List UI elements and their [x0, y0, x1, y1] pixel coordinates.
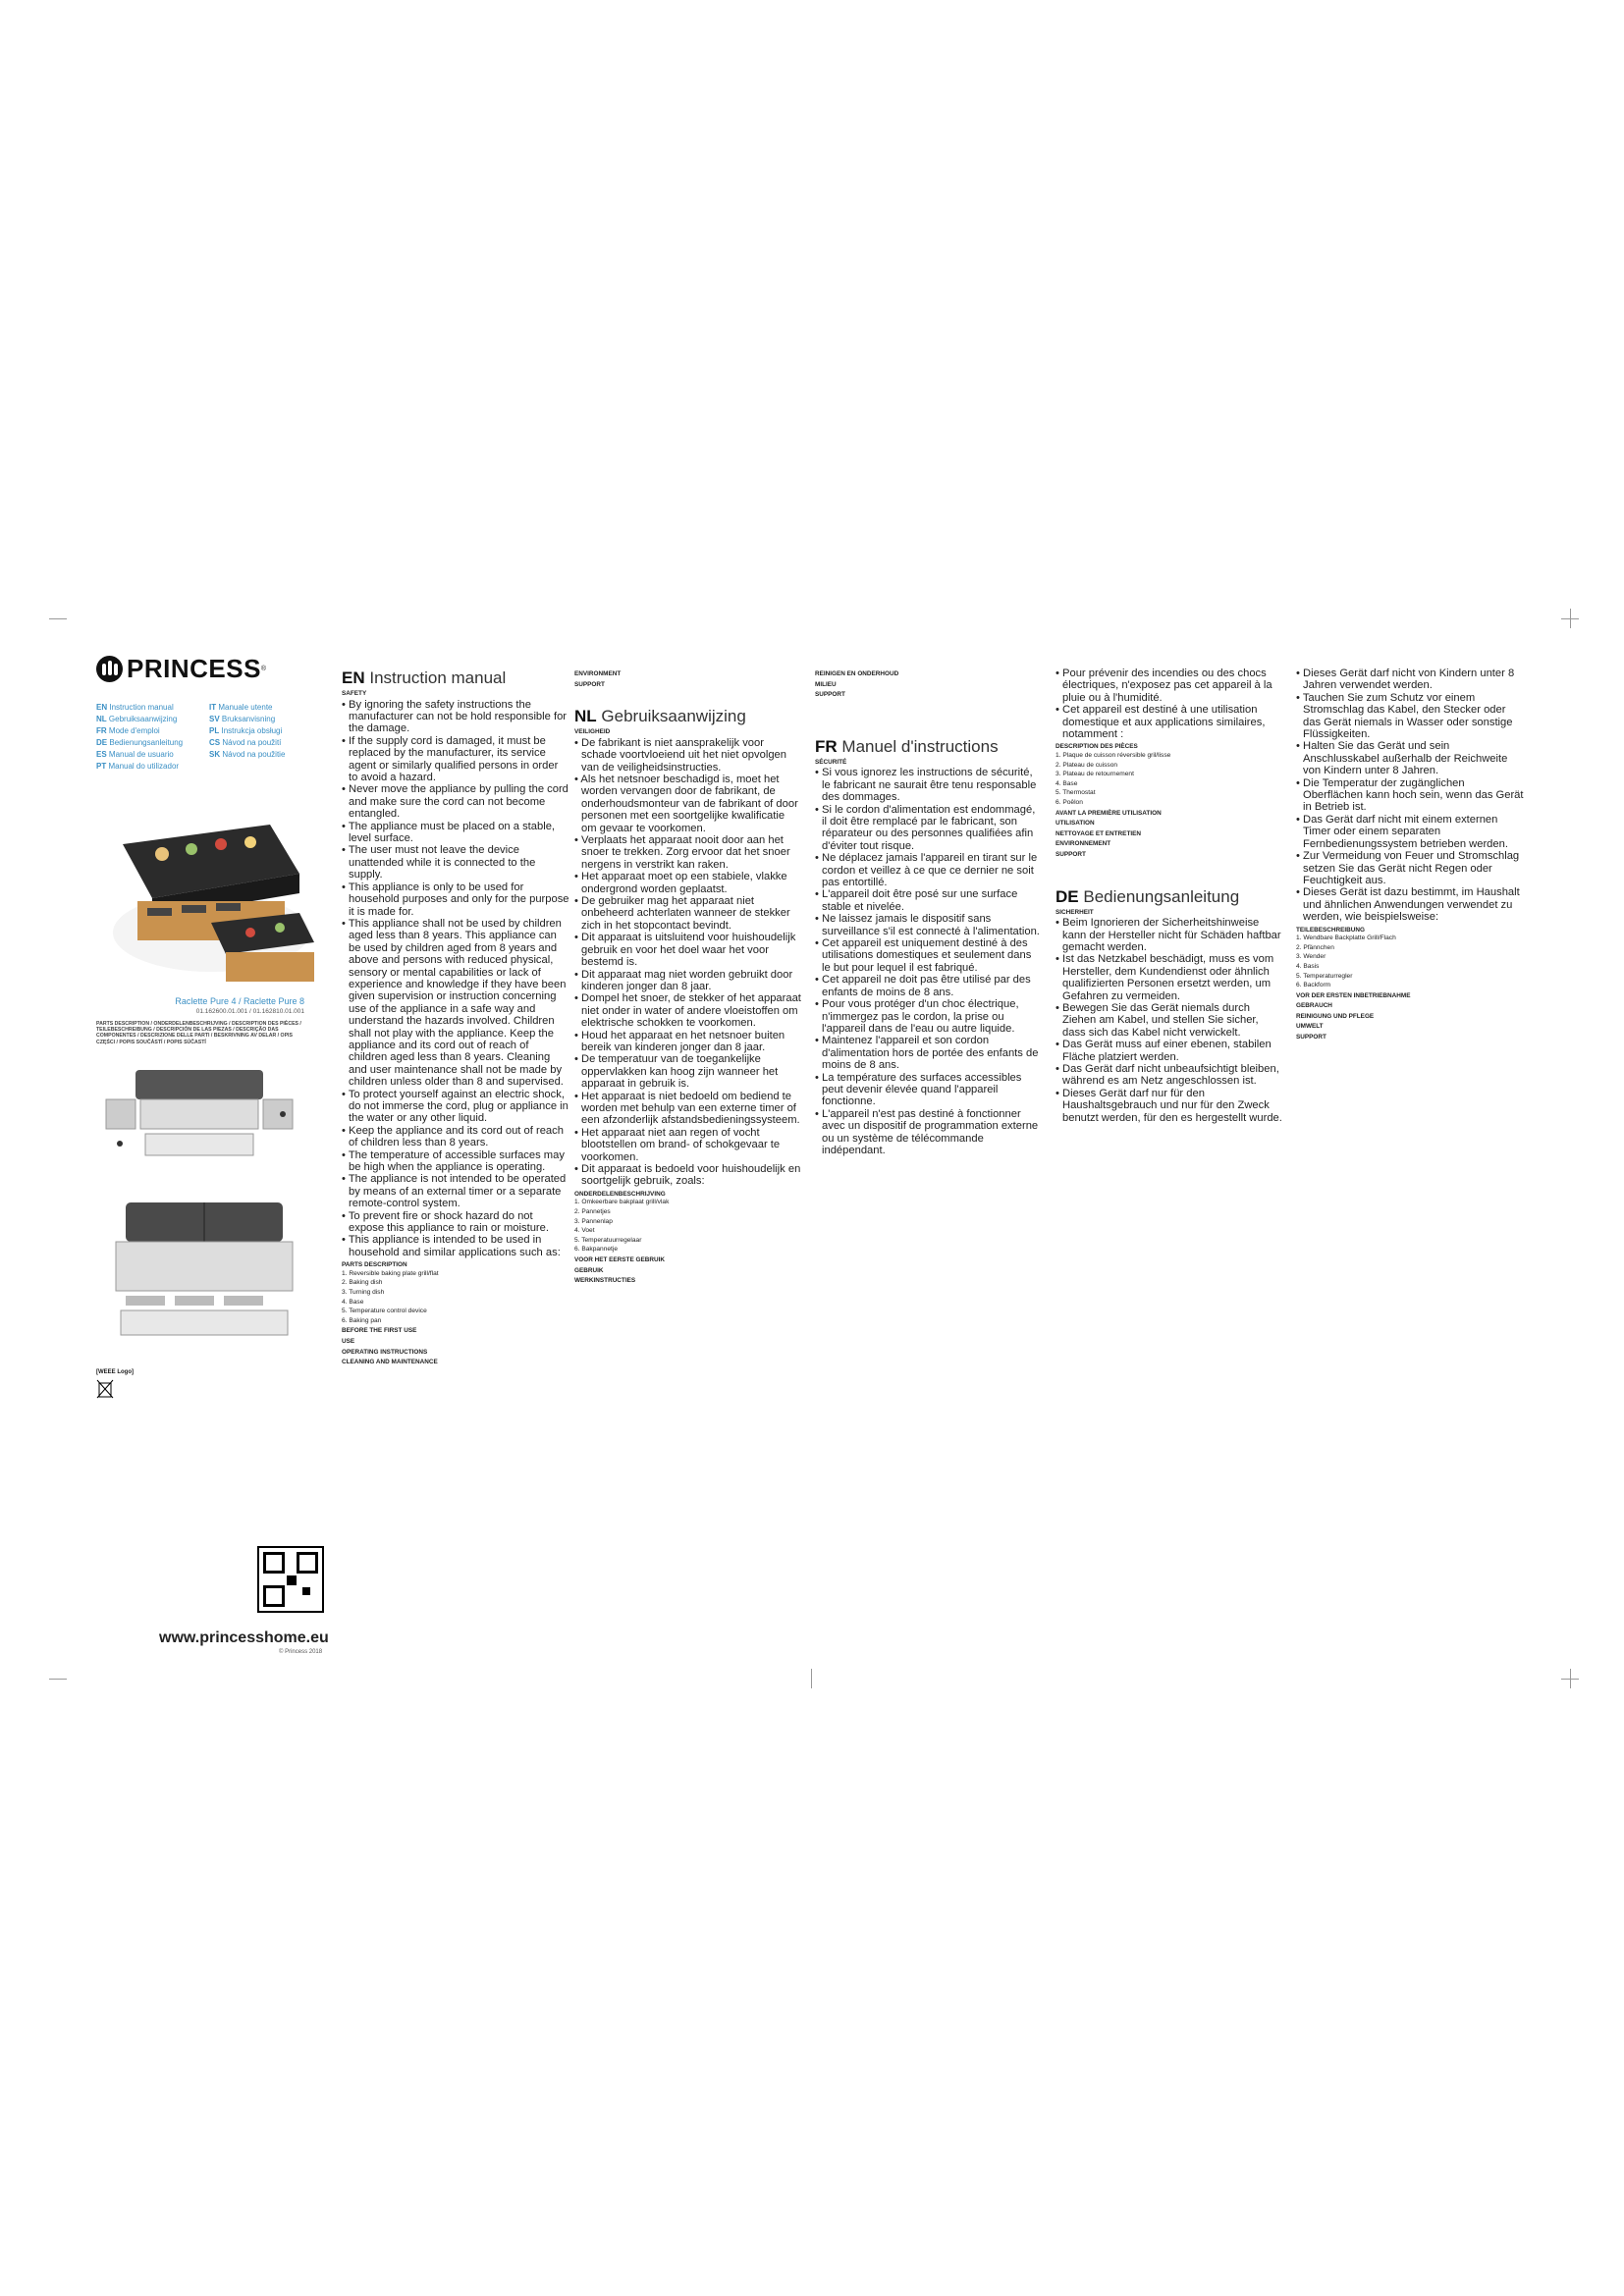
de-safety-list-cont: • Dieses Gerät darf nicht von Kindern unter 8 Jahren verwendet werden. • Tauchen Sie zum Schutz vor einem Stromschlag das Kabel, den Stecker oder das Gerät niemals in Wasser oder sonstige Flüssigkeiten. • Halten Sie das Gerät und sein Anschlusskabel außerhalb der Reichweite von Kindern unter 8 Jahren. • Die Temperatur der zugänglichen Oberflächen kann hoch sein, wenn das Gerät in Betrieb ist. • Das Gerät darf nicht mit einem externen Timer oder einem separaten Fernbedienungssystem betrieben werden. • Zur Vermeidung von Feuer und Stromschlag setzen Sie das Gerät nicht Regen oder Feuchtigkeit aus. • Dieses Gerät ist dazu bestimmt, im Haushalt und ähnlichen Anwendungen verwendet zu werden, wie beispielsweise: — [1296, 667, 1524, 924]
product-name: Raclette Pure 4 / Raclette Pure 8 — [175, 996, 304, 1006]
nl-title: NL Gebruiksaanwijzing — [574, 707, 746, 726]
en-column: EN Instruction manual SAFETY • By ignoring the safety instructions the manufacturer can not be hold responsible for the damage. • If the supply cord is damaged, it must be replaced by the manufacturer, its service agent or similarly qualified persons in order to avoid a hazard. • Never move the appliance by pulling the cord and make sure the cord can not become entangled. • The appliance must be placed on a stable, level surface. • The user must not leave the device unattended while it is connected to the supply. • This appliance is only to be used for household purposes and only for the purpose it is made for. • This appliance shall not be used by children aged less than 8 years. This appliance can be used by children aged from 8 years and above and persons with reduced physical, sensory or mental capabilities or lack of experience and knowledge if they have been given supervision or instruction concerning use of the appliance in a safe way and understand the hazards involved. Children shall not play with the appliance. Keep the appliance and its cord out of reach of children aged less than 8 years. Cleaning and user maintenance shall not be made by children unless older than 8 and supervised. • To protect yourself against an electric shock, do not immerse the cord, plug or appliance in the water or any other liquid. • Keep the appliance and its cord out of reach of children less than 8 years. • The temperature of accessible surfaces may be high when the appliance is operating. • The appliance is not intended to be operated by means of an external timer or a separate remote-control system. • To prevent fire or shock hazard do not expose this appliance to rain or moisture. • This appliance is intended to be used in household and similar applications such as: PARTS DESCRIPTION 1. Reversible baking plate grill/flat 2. Baking dish 3. Turning dish 4. Base 5. Temperature control device 6. Baking pan BEFORE THE FIRST USE USE OPERATING INSTRUCTIONS CLEANING AND MAINTENANCE — [342, 668, 569, 1366]
registered-mark: ® — [260, 666, 267, 672]
fr-parts-list: 1. Plaque de cuisson réversible gril/lisse 2. Plateau de cuisson 3. Plateau de retournement 4. Base 5. Thermostat 6. Poêlon — [1056, 752, 1171, 806]
de-column-cont: • Dieses Gerät darf nicht von Kindern unter 8 Jahren verwendet werden. • Tauchen Sie zum Schutz vor einem Stromschlag das Kabel, den Stecker oder das Gerät niemals in Wasser oder sonstige Flüssigkeiten. • Halten Sie das Gerät und sein Anschlusskabel außerhalb der Reichweite von Kindern unter 8 Jahren. • Die Temperatur der zugänglichen Oberflächen kann hoch sein, wenn das Gerät in Betrieb ist. • Das Gerät darf nicht mit einem externen Timer oder einem separaten Fernbedienungssystem betrieben werden. • Zur Vermeidung von Feuer und Stromschlag setzen Sie das Gerät nicht Regen oder Feuchtigkeit aus. • Dieses Gerät ist dazu bestimmt, im Haushalt und ähnlichen Anwendungen verwendet zu werden, wie beispielsweise: TEILEBESCHREIBUNG 1. Wendbare Backplatte Grill/Flach 2. Pfännchen 3. Wender 4. Basis 5. Temperaturregler 6. Backform VOR DER ERSTEN INBETRIEBNAHME GEBRAUCH REINIGUNG UND PFLEGE UMWELT SUPPORT — [1296, 667, 1524, 1041]
language-item: FR Mode d'emploi — [96, 726, 160, 735]
language-item: NL Gebruiksaanwijzing — [96, 715, 178, 723]
language-item: PL Instrukcja obsługi — [209, 726, 283, 735]
weee-bin-icon — [96, 1379, 114, 1399]
parts-diagram-small — [96, 1055, 312, 1173]
website-link[interactable]: www.princesshome.eu — [159, 1629, 329, 1646]
de-safety-list: • Beim Ignorieren der Sicherheitshinweise kann der Hersteller nicht für Schäden haftbar gemacht werden. • Ist das Netzkabel beschädigt, muss es vom Hersteller, dem Kundendienst oder ähnlich qualifizierten Personen ersetzt werden, um Gefahren zu vermeiden. • Bewegen Sie das Gerät niemals durch Ziehen am Kabel, und stellen Sie sicher, dass sich das Kabel nicht verwickelt. • Das Gerät muss auf einer ebenen, stabilen Fläche platziert werden. • Das Gerät darf nicht unbeaufsichtigt bleiben, während es am Netz angeschlossen ist. • Dieses Gerät darf nur für den Haushaltsgebrauch und nur für den Zweck benutzt werden, für den es hergestellt wurde. — [1056, 917, 1282, 1124]
language-item: PT Manual do utilizador — [96, 762, 180, 771]
parts-description-heading: PARTS DESCRIPTION / ONDERDELENBESCHRIJVING / DESCRIPTION DES PIÈCES / TEILEBESCHREIBUNG / DESCRIPCIÓN DE LAS PIEZAS / DESCRIÇÃO DAS COMPONENTES / DESCRIZIONE DELLE PARTI / BESKRIVNING AV DELAR / OPIS CZĘŚCI / POPIS SOUČÁSTÍ / POPIS SÚČASTÍ — [96, 1021, 301, 1045]
crop-mark — [1570, 609, 1571, 628]
en-safety-list: • By ignoring the safety instructions the manufacturer can not be hold responsible for the damage. • If the supply cord is damaged, it must be replaced by the manufacturer, its service agent or similarly qualified persons in order to avoid a hazard. • Never move the appliance by pulling the cord and make sure the cord can not become entangled. • The appliance must be placed on a stable, level surface. • The user must not leave the device unattended while it is connected to the supply. • This appliance is only to be used for household purposes and only for the purpose it is made for. • This appliance shall not be used by children aged less than 8 years. This appliance can be used by children aged from 8 years and above and persons with reduced physical, sensory or mental capabilities or lack of experience and knowledge if they have been given supervision or instruction concerning use of the appliance in a safe way and understand the hazards involved. Children shall not play with the appliance. Keep the appliance and its cord out of reach of children aged less than 8 years. Cleaning and user maintenance shall not be made by children unless older than 8 and supervised. • To protect yourself against an electric shock, do not immerse the cord, plug or appliance in the water or any other liquid. • Keep the appliance and its cord out of reach of children less than 8 years. • The temperature of accessible surfaces may be high when the appliance is operating. • The appliance is not intended to be operated by means of an external timer or a separate remote-control system. • To prevent fire or shock hazard do not expose this appliance to rain or moisture. • This appliance is intended to be used in household and similar applications such as: — [342, 698, 569, 1258]
crown-icon — [96, 656, 123, 682]
de-column: • Pour prévenir des incendies ou des chocs électriques, n'exposez pas cet appareil à la pluie ou à l'humidité. • Cet appareil est destiné à une utilisation domestique et aux applications similaires, notamment : DESCRIPTION DES PIÈCES 1. Plaque de cuisson réversible gril/lisse 2. Plateau de cuisson 3. Plateau de retournement 4. Base 5. Thermostat 6. Poêlon AVANT LA PREMIÈRE UTILISATION UTILISATION NETTOYAGE ET ENTRETIEN ENVIRONNEMENT SUPPORT DE Bedienungsanleitung SICHERHEIT • Beim Ignorieren der Sicherheitshinweise kann der Hersteller nicht für Schäden haftbar gemacht werden. • Ist das Netzkabel beschädigt, muss es vom Hersteller, dem Kundendienst oder ähnlich qualifizierten Personen ersetzt werden, um Gefahren zu vermeiden. • Bewegen Sie das Gerät niemals durch Ziehen am Kabel, und stellen Sie sicher, dass sich das Kabel nicht verwickelt. • Das Gerät muss auf einer ebenen, stabilen Fläche platziert werden. • Das Gerät darf nicht unbeaufsichtigt bleiben, während es am Netz angeschlossen ist. • Dieses Gerät darf nur für den Haushaltsgebrauch und nur für den Zweck benutzt werden, für den es hergestellt wurde. — [1056, 667, 1282, 1124]
language-item: CS Návod na použití — [209, 738, 282, 747]
de-title: DE Bedienungsanleitung — [1056, 886, 1240, 906]
parts-diagram-large — [96, 1183, 312, 1350]
product-reference: 01.162600.01.001 / 01.162810.01.001 — [195, 1008, 304, 1015]
language-item: SK Návod na použitie — [209, 750, 286, 759]
fr-safety-list: • Si vous ignorez les instructions de sécurité, le fabricant ne saurait être tenu responsable des dommages. • Si le cordon d'alimentation est endommagé, il doit être remplacé par le fabricant, son réparateur ou des personnes qualifiées afin d'éviter tout risque. • Ne déplacez jamais l'appareil en tirant sur le cordon et veillez à ce que ce dernier ne soit pas entortillé. • L'appareil doit être posé sur une surface stable et nivelée. • Ne laissez jamais le dispositif sans surveillance s'il est connecté à l'alimentation. • Cet appareil est uniquement destiné à des utilisations domestiques et seulement dans le but pour lequel il est fabriqué. • Cet appareil ne doit pas être utilisé par des enfants de moins de 8 ans. • Pour vous protéger d'un choc électrique, n'immergez pas le cordon, la prise ou l'appareil dans de l'eau ou autre liquide. • Maintenez l'appareil et son cordon d'alimentation hors de portée des enfants de moins de 8 ans. • La température des surfaces accessibles peut devenir élevée quand l'appareil fonctionne. • L'appareil n'est pas destiné à fonctionner avec un dispositif de programmation externe ou un système de télécommande indépendant. — [815, 767, 1040, 1156]
weee-label: [WEEE Logo] — [96, 1369, 134, 1375]
fr-title: FR Manuel d'instructions — [815, 736, 999, 756]
crop-mark — [49, 1679, 67, 1680]
crop-mark — [49, 618, 67, 619]
en-parts-list: 1. Reversible baking plate grill/flat 2. Baking dish 3. Turning dish 4. Base 5. Temperature control device 6. Baking pan — [342, 1269, 439, 1324]
crop-mark — [811, 1669, 812, 1688]
en-title: EN Instruction manual — [342, 668, 507, 687]
language-item: DE Bedienungsanleitung — [96, 738, 184, 747]
brand-name: PRINCESS — [127, 654, 261, 683]
language-item: ES Manual de usuario — [96, 750, 174, 759]
language-item: SV Bruksanvisning — [209, 715, 276, 723]
fr-column: REINIGEN EN ONDERHOUD MILIEU SUPPORT FR Manuel d'instructions SÉCURITÉ • Si vous ignorez les instructions de sécurité, le fabricant ne saurait être tenu responsable des dommages. • Si le cordon d'alimentation est endommagé, il doit être remplacé par le fabricant, son réparateur ou des personnes qualifiées afin d'éviter tout risque. • Ne déplacez jamais l'appareil en tirant sur le cordon et veillez à ce que ce dernier ne soit pas entortillé. • L'appareil doit être posé sur une surface stable et nivelée. • Ne laissez jamais le dispositif sans surveillance s'il est connecté à l'alimentation. • Cet appareil est uniquement destiné à des utilisations domestiques et seulement dans le but pour lequel il est fabriqué. • Cet appareil ne doit pas être utilisé par des enfants de moins de 8 ans. • Pour vous protéger d'un choc électrique, n'immergez pas le cordon, la prise ou l'appareil dans de l'eau ou autre liquide. • Maintenez l'appareil et son cordon d'alimentation hors de portée des enfants de moins de 8 ans. • La température des surfaces accessibles peut devenir élevée quand l'appareil fonctionne. • L'appareil n'est pas destiné à fonctionner avec un dispositif de programmation externe ou un système de télécommande indépendant. — [815, 667, 1043, 1156]
language-item: IT Manuale utente — [209, 703, 273, 712]
fr-safety-list-cont: • Pour prévenir des incendies ou des chocs électriques, n'exposez pas cet appareil à la pluie ou à l'humidité. • Cet appareil est destiné à une utilisation domestique et aux applications similaires, notamment : — [1056, 667, 1272, 741]
brand-logo — [96, 654, 266, 684]
nl-safety-list: • De fabrikant is niet aansprakelijk voor schade voortvloeiend uit het niet opvolgen van de veiligheidsinstructies. • Als het netsnoer beschadigd is, moet het worden vervangen door de fabrikant, de onderhoudsmonteur van de fabrikant of door personen met een soortgelijke kwalificatie om gevaar te voorkomen. • Verplaats het apparaat nooit door aan het snoer te trekken. Zorg ervoor dat het snoer nergens in verstrikt kan raken. • Het apparaat moet op een stabiele, vlakke ondergrond worden geplaatst. • De gebruiker mag het apparaat niet onbeheerd achterlaten wanneer de stekker zich in het stopcontact bevindt. • Dit apparaat is uitsluitend voor huishoudelijk gebruik en voor het doel waar het voor bestemd is. • Dit apparaat mag niet worden gebruikt door kinderen jonger dan 8 jaar. • Dompel het snoer, de stekker of het apparaat niet onder in water of andere vloeistoffen om elektrische schokken te voorkomen. • Houd het apparaat en het netsnoer buiten bereik van kinderen jonger dan 8 jaar. • De temperatuur van de toegankelijke oppervlakken kan hoog zijn wanneer het apparaat in gebruik is. • Het apparaat is niet bedoeld om bediend te worden met behulp van een externe timer of een afzonderlijk afstandsbedieningssysteem. • Het apparaat niet aan regen of vocht blootstellen om brand- of schokgevaar te voorkomen. • Dit apparaat is bedoeld voor huishoudelijk en soortgelijk gebruik, zoals: — [574, 736, 801, 1188]
nl-column: ENVIRONMENT SUPPORT NL Gebruiksaanwijzing VEILIGHEID • De fabrikant is niet aansprakelijk voor schade voortvloeiend uit het niet opvolgen van de veiligheidsinstructies. • Als het netsnoer beschadigd is, moet het worden vervangen door de fabrikant, de onderhoudsmonteur van de fabrikant of door personen met een soortgelijke kwalificatie om gevaar te voorkomen. • Verplaats het apparaat nooit door aan het snoer te trekken. Zorg ervoor dat het snoer nergens in verstrikt kan raken. • Het apparaat moet op een stabiele, vlakke ondergrond worden geplaatst. • De gebruiker mag het apparaat niet onbeheerd achterlaten wanneer de stekker zich in het stopcontact bevindt. • Dit apparaat is uitsluitend voor huishoudelijk gebruik en voor het doel waar het voor bestemd is. • Dit apparaat mag niet worden gebruikt door kinderen jonger dan 8 jaar. • Dompel het snoer, de stekker of het apparaat niet onder in water of andere vloeistoffen om elektrische schokken te voorkomen. • Houd het apparaat en het netsnoer buiten bereik van kinderen jonger dan 8 jaar. • De temperatuur van de toegankelijke oppervlakken kan hoog zijn wanneer het apparaat in gebruik is. • Het apparaat is niet bedoeld om bediend te worden met behulp van een externe timer of een afzonderlijk afstandsbedieningssysteem. • Het apparaat niet aan regen of vocht blootstellen om brand- of schokgevaar te voorkomen. • Dit apparaat is bedoeld voor huishoudelijk en soortgelijk gebruik, zoals: ONDERDELENBESCHRIJVING 1. Omkeerbare bakplaat grill/vlak 2. Pannetjes 3. Pannenlap 4. Voet 5. Temperatuurregelaar 6. Bakpannetje VOOR HET EERSTE GEBRUIK GEBRUIK WERKINSTRUCTIES — [574, 670, 801, 1285]
crop-mark — [1570, 1669, 1571, 1688]
language-list — [96, 702, 322, 773]
copyright-year: © Princess 2018 — [279, 1649, 323, 1655]
product-photo — [103, 785, 319, 991]
qr-code-icon[interactable] — [257, 1546, 324, 1613]
nl-parts-list: 1. Omkeerbare bakplaat grill/vlak 2. Pannetjes 3. Pannenlap 4. Voet 5. Temperatuurregelaar 6. Bakpannetje — [574, 1199, 670, 1254]
language-item: EN Instruction manual — [96, 703, 174, 712]
de-parts-list: 1. Wendbare Backplatte Grill/Flach 2. Pfännchen 3. Wender 4. Basis 5. Temperaturregler 6. Backform — [1296, 934, 1396, 989]
